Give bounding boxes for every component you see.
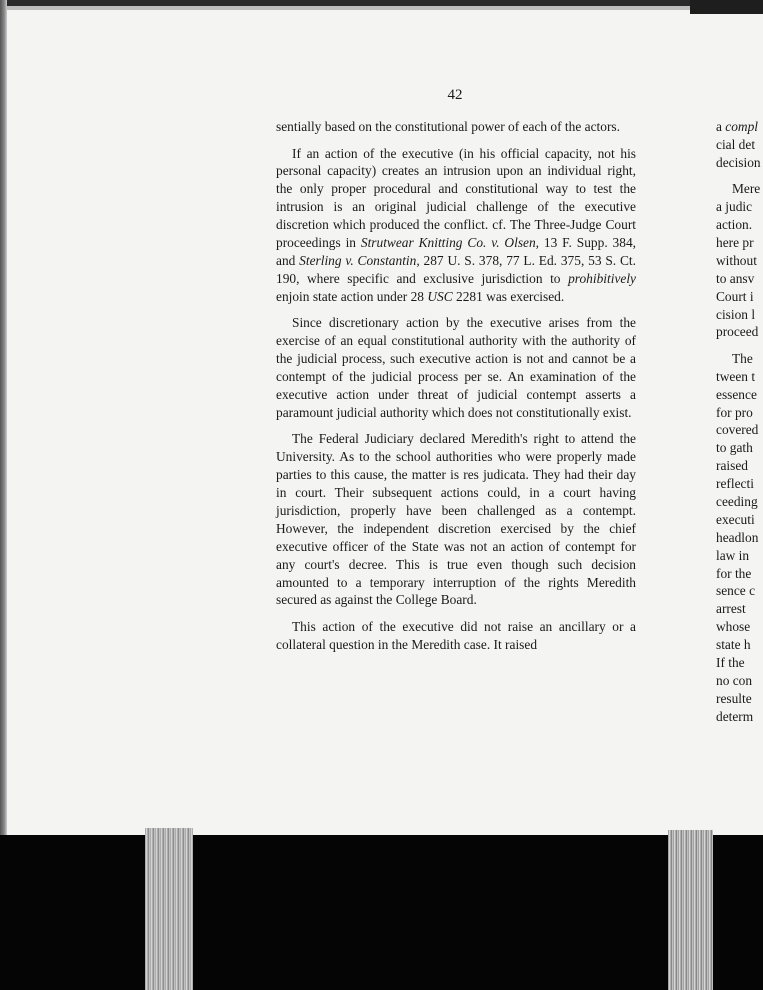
right-line: sence c — [716, 583, 756, 599]
right-line: Mere — [732, 181, 761, 197]
right-line: proceed — [716, 324, 759, 340]
right-line: whose — [716, 619, 751, 635]
left-text-column — [276, 118, 636, 662]
page-number: 42 — [447, 87, 463, 103]
right-line: for pro — [716, 404, 753, 420]
case-citation-strutwear: Strutwear Knitting Co. v. Olsen, — [360, 235, 540, 251]
right-line: cial det — [716, 136, 756, 152]
scan-left-edge — [0, 0, 7, 850]
right-line: The — [732, 350, 753, 366]
right-line: tween t — [716, 368, 756, 384]
right-line: arrest — [716, 601, 746, 617]
scan-top-gray-band — [0, 6, 763, 10]
paragraph-5: This action of the executive did not raise an ancillary or a collateral question in the Meredith case. It raised — [276, 618, 636, 652]
right-line: essence — [716, 386, 757, 402]
right-line: here pr — [716, 234, 754, 250]
right-line: action. — [716, 217, 753, 233]
right-line: a compl — [716, 119, 759, 134]
paragraph-2-text-b: 13 F. Supp. 384, and — [276, 235, 636, 268]
emphasis-prohibitively: prohibitively — [568, 270, 636, 286]
statute-usc: USC — [427, 288, 453, 304]
paragraph-4: The Federal Judiciary declared Meredith's right to attend the University. As to the school authorities who were properly made parties to this cause, the matter is res judicata. They had their day in court. Their subsequent actions could, in a court having jurisdiction, properly have been challenged as a contempt. However, the independent discretion exercised by the chief executive officer of the State was not an action of contempt for any court's decree. This is true even though such decision amounted to a temporary interruption of the rights Meredith secured as against the College Board. — [276, 431, 636, 608]
paragraph-2-text-a: If an action of the executive (in his official capacity, not his personal capacity) creates an intrusion upon an individual right, the only proper procedural and constitutional way to test the intrusion is an original judicial challenge of the executive discretion which produced the conflict. cf. The Three-Judge Court proceedings in — [276, 145, 636, 251]
paragraph-3: Since discretionary action by the executive arises from the exercise of an equal constitutional authority with the authority of the judicial process, such executive action is not and cannot be a contempt of the judicial process per se. An examination of the executive action under threat of judicial contempt asserts a paramount judicial authority which does not constitutionally exist. — [276, 315, 636, 420]
right-line: no con — [716, 672, 753, 688]
right-line: for the — [716, 565, 752, 581]
right-line: to ansv — [716, 270, 755, 286]
right-line: reflecti — [716, 476, 754, 492]
scan-bottom-right-artifact — [668, 830, 713, 990]
right-line: without — [716, 252, 757, 268]
right-line: Court i — [716, 288, 754, 304]
scan-bottom-left-artifact — [145, 828, 193, 990]
right-line: headlon — [716, 529, 759, 545]
right-line: determ — [716, 708, 754, 724]
paragraph-1: sentially based on the constitutional power of each of the actors. — [276, 119, 620, 134]
right-line: law in — [716, 547, 750, 563]
paragraph-2-text-c: 287 U. S. 378, 77 L. Ed. 375, 53 S. Ct. 190, where specific and exclusive jurisdiction to — [276, 252, 636, 286]
case-citation-sterling: Sterling v. Constantin, — [299, 252, 420, 268]
right-line-italic: compl — [725, 119, 759, 134]
paragraph-2-text-e: 2281 was exercised. — [452, 288, 565, 304]
right-line: If the — [716, 655, 745, 671]
scan-bottom-black-area — [0, 835, 763, 990]
right-line: resulte — [716, 690, 752, 706]
paragraph-2 — [276, 145, 636, 306]
right-line: a judic — [716, 199, 753, 215]
right-line: ceeding — [716, 494, 758, 509]
right-line: executi — [716, 511, 755, 527]
scan-top-right-shadow — [690, 0, 763, 14]
right-line: raised — [716, 458, 748, 474]
right-line: cision l — [716, 306, 756, 322]
right-text-column-cropped — [716, 118, 763, 726]
paragraph-2-text-d: enjoin state action under 28 — [276, 288, 428, 304]
right-line: state h — [716, 637, 751, 653]
right-line: covered — [716, 422, 759, 438]
right-line: to gath — [716, 440, 753, 456]
right-line: decision — [716, 154, 761, 170]
